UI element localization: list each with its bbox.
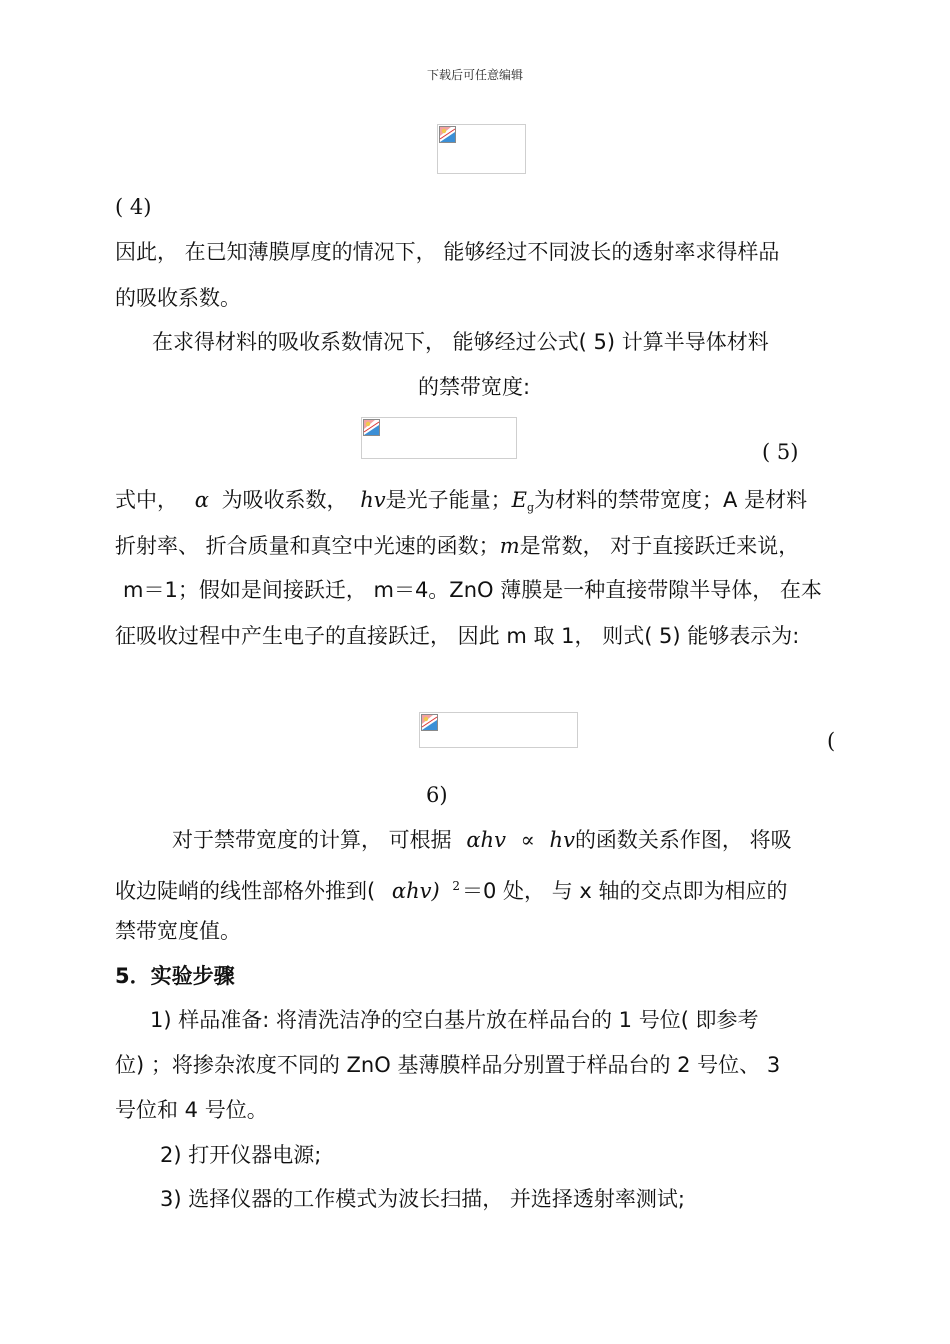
text-span: 的函数关系作图， 将吸 (574, 828, 792, 852)
equation-image-4 (437, 124, 526, 174)
text-span: 对于禁带宽度的计算， 可根据 (172, 828, 452, 852)
broken-image-icon (439, 126, 456, 143)
paragraph-3-line-2 (115, 532, 799, 560)
paragraph-4-line-3: 禁带宽度值。 (115, 919, 241, 943)
text-span: 是常数， 对于直接跃迁来说， (519, 534, 800, 558)
paragraph-1-line-1: 因此， 在已知薄膜厚度的情况下， 能够经过不同波长的透射率求得样品 (115, 240, 780, 264)
paragraph-2-line-2: 的禁带宽度: (418, 375, 531, 399)
text-span: 为吸收系数， (221, 488, 348, 512)
paragraph-4-line-2 (115, 872, 787, 905)
step-3: 3) 选择仪器的工作模式为波长扫描， 并选择透射率测试; (160, 1187, 685, 1211)
text-span: ＝0 处， 与 x 轴的交点即为相应的 (461, 879, 788, 903)
square-superscript: 2 (452, 879, 460, 893)
text-span: 为材料的禁带宽度；A 是材料 (534, 488, 808, 512)
equation-image-6 (419, 712, 578, 748)
equation-image-5 (361, 417, 517, 459)
hv-symbol: hv (360, 488, 386, 512)
alpha-hv-symbol: αhv) (391, 879, 440, 903)
broken-image-icon (421, 714, 438, 731)
step-2: 2) 打开仪器电源; (160, 1143, 322, 1167)
step-1-line-1: 1) 样品准备: 将清洗洁净的空白基片放在样品台的 1 号位( 即参考 (150, 1008, 759, 1032)
section-heading: 5．实验步骤 (115, 964, 235, 988)
text-span: 收边陡峭的线性部格外推到( (115, 879, 376, 903)
paragraph-3-line-1 (115, 486, 807, 522)
step-1-line-3: 号位和 4 号位。 (115, 1098, 268, 1122)
paragraph-4-line-1 (172, 826, 792, 854)
step-1-line-2: 位) ；将掺杂浓度不同的 ZnO 基薄膜样品分别置于样品台的 2 号位、 3 (115, 1053, 781, 1077)
text-span: 式中， (115, 488, 178, 512)
m-symbol: m (499, 534, 520, 558)
equation-number-6-close: 6) (426, 783, 448, 807)
equation-number-5: ( 5) (762, 440, 799, 464)
broken-image-icon (363, 419, 380, 436)
paragraph-1-line-2: 的吸收系数。 (115, 286, 241, 310)
g-subscript: g (526, 501, 535, 514)
paragraph-2-line-1: 在求得材料的吸收系数情况下， 能够经过公式( 5) 计算半导体材料 (152, 330, 769, 354)
e-symbol: E (511, 488, 527, 512)
hv-symbol: hv (549, 828, 575, 852)
paragraph-3-line-4: 征吸收过程中产生电子的直接跃迁， 因此 m 取 1， 则式( 5) 能够表示为: (115, 624, 800, 648)
equation-number-6-open: ( (827, 729, 836, 753)
text-span: 折射率、 折合质量和真空中光速的函数； (115, 534, 500, 558)
page-header: 下载后可任意编辑 (426, 68, 523, 82)
alpha-symbol: α (194, 488, 209, 512)
text-span: 是光子能量； (385, 488, 512, 512)
alpha-hv-symbol: αhv (466, 828, 506, 852)
equation-number-4: ( 4) (115, 195, 152, 219)
proportional-symbol: ∝ (520, 828, 535, 852)
paragraph-3-line-3: m＝1；假如是间接跃迁， m＝4。ZnO 薄膜是一种直接带隙半导体， 在本 (123, 578, 822, 602)
